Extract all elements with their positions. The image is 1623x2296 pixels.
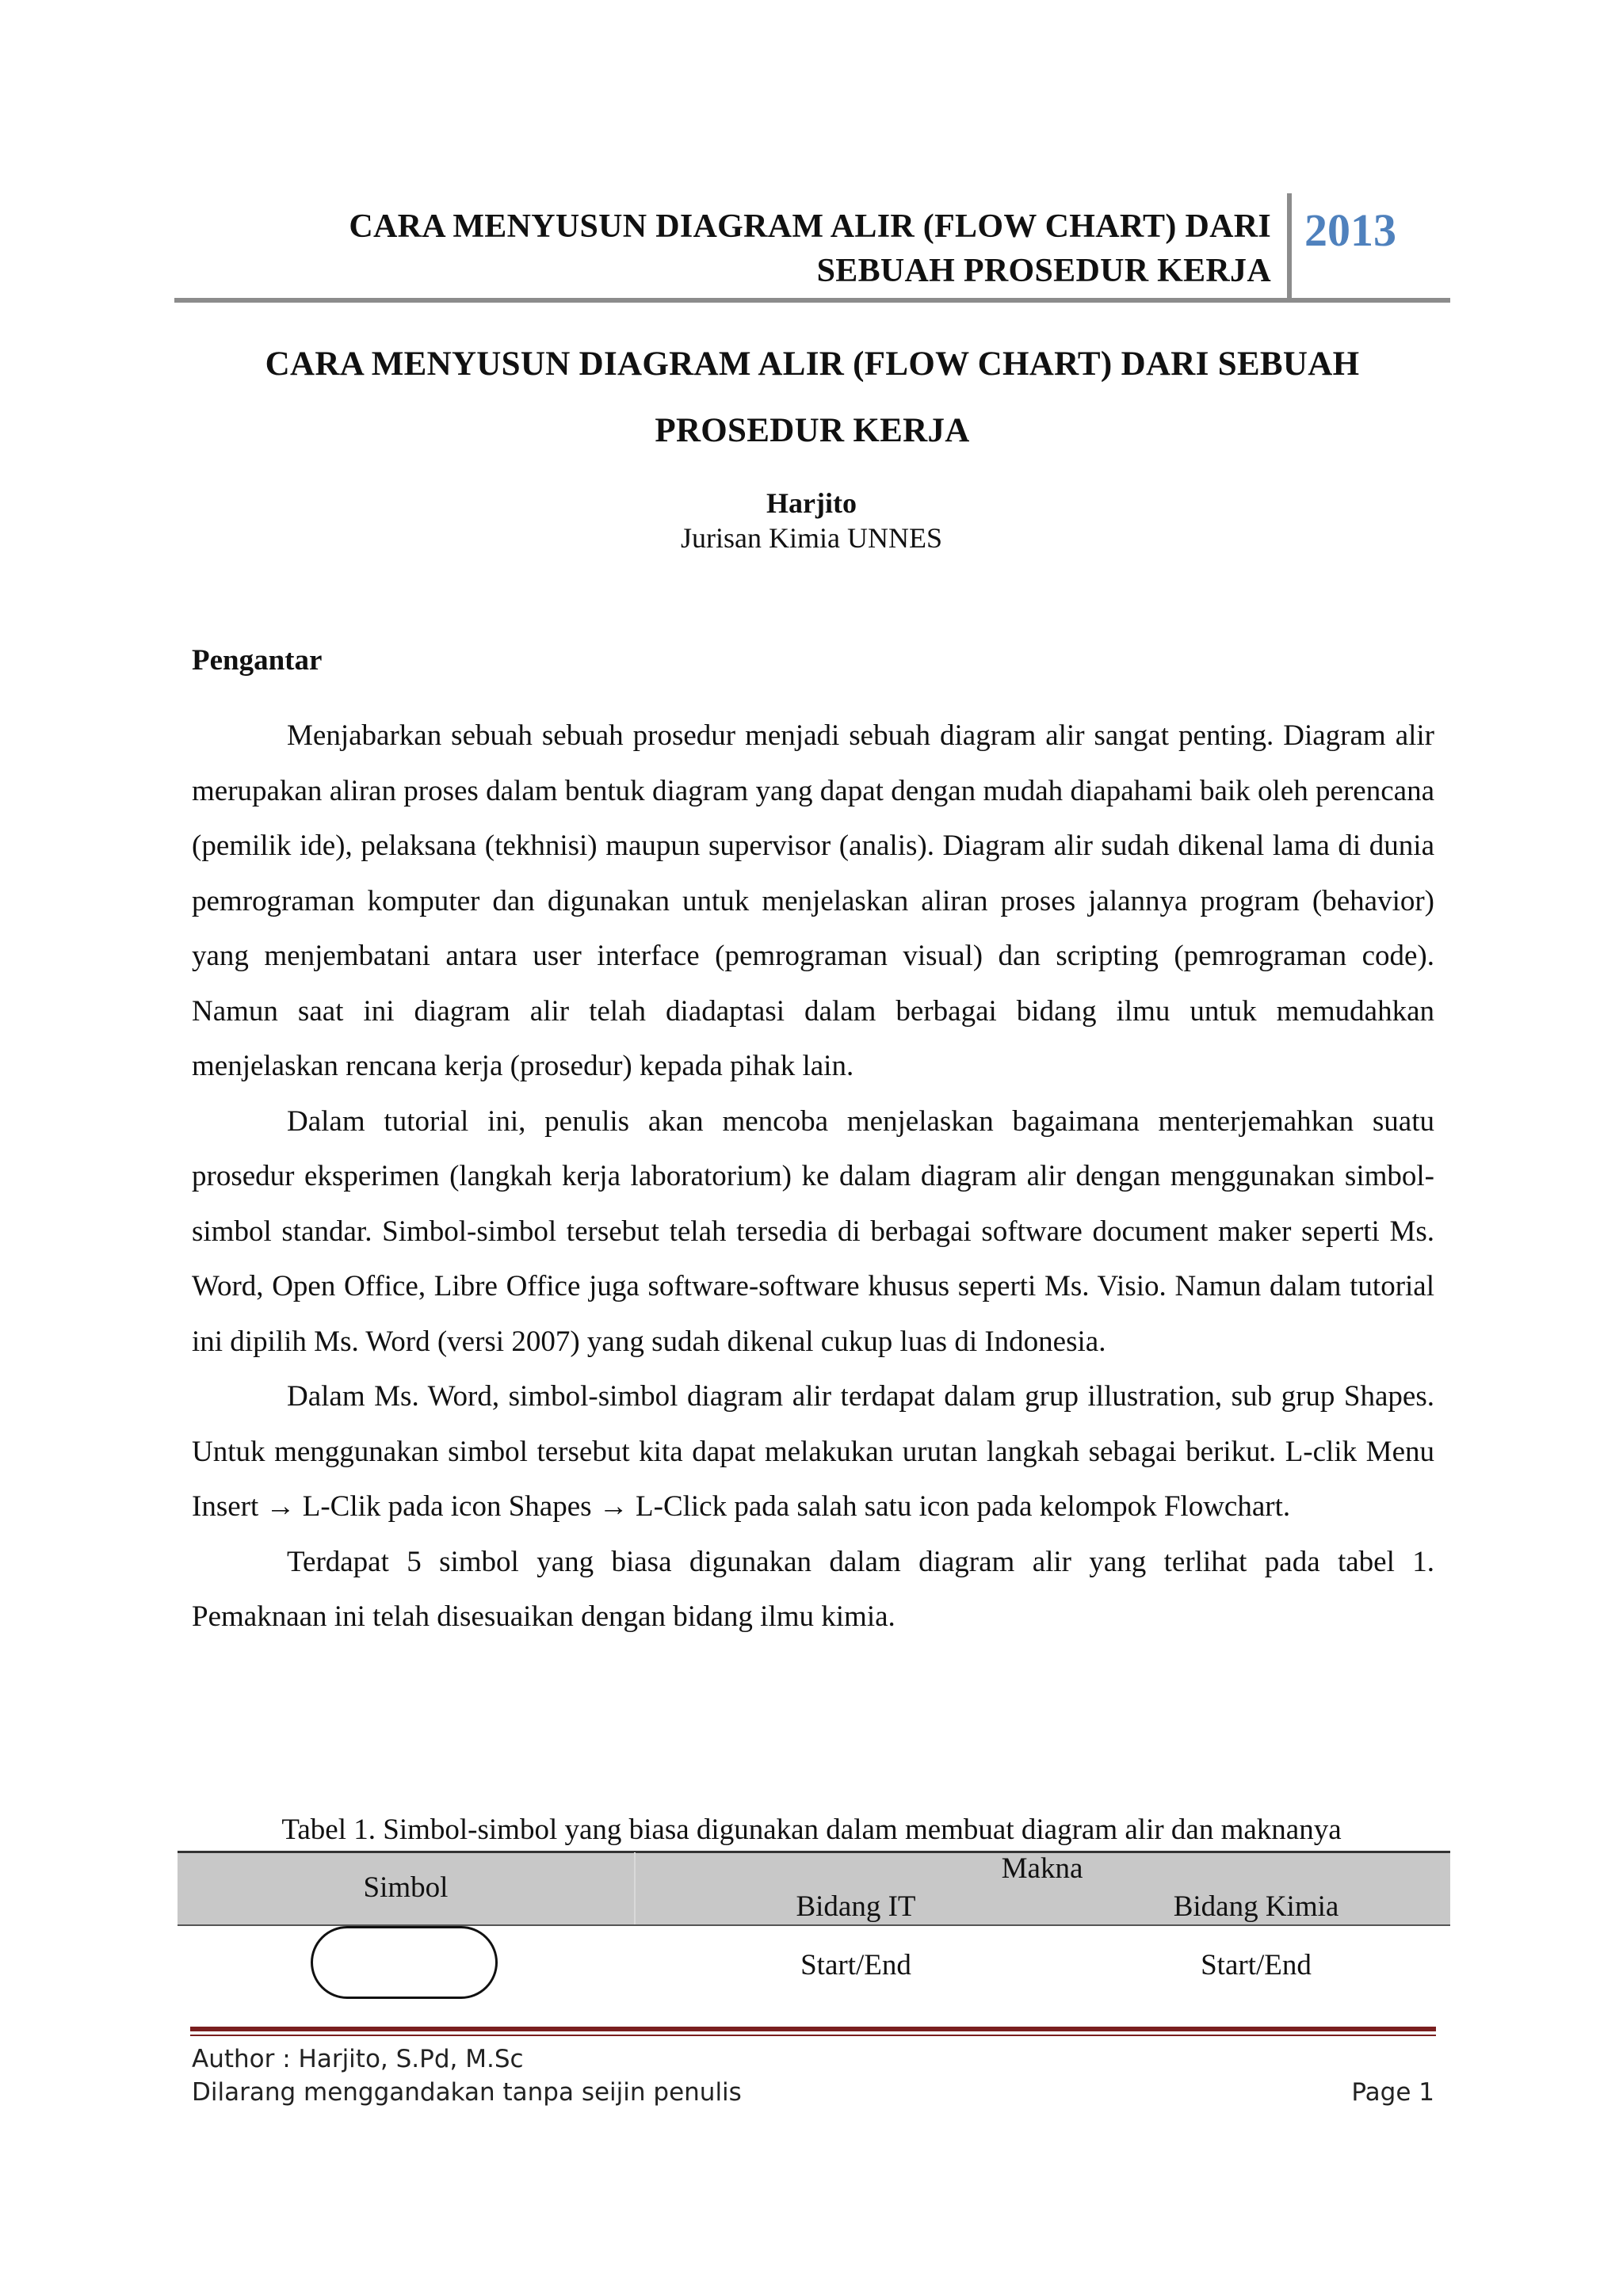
running-header-line-2: SEBUAH PROSEDUR KERJA bbox=[816, 253, 1271, 289]
table-caption: Tabel 1. Simbol-simbol yang biasa digunakan dalam membuat diagram alir dan maknanya bbox=[281, 1814, 1342, 1846]
document-title bbox=[190, 331, 1434, 464]
table-cell-kimia: Start/End bbox=[1201, 1949, 1312, 1981]
document-title-line-1: CARA MENYUSUN DIAGRAM ALIR (FLOW CHART) DARI SEBUAH bbox=[265, 345, 1360, 383]
header-vertical-divider bbox=[1287, 193, 1292, 303]
paragraph: Dalam Ms. Word, simbol-simbol diagram alir terdapat dalam grup illustration, sub grup Shapes. Untuk menggunakan simbol tersebut kita dapat melakukan urutan langkah sebagai berikut. L-clik Menu Insert → L-Clik pada icon Shapes → L-Click pada salah satu icon pada kelompok Flowchart. bbox=[192, 1380, 1434, 1523]
paragraph: Dalam tutorial ini, penulis akan mencoba menjelaskan bagaimana menterjemahkan suatu prosedur eksperimen (langkah kerja laboratorium) ke dalam diagram alir dengan menggunakan simbol-simbol standar. Simbol-simbol tersebut telah tersedia di berbagai software document maker seperti Ms. Word, Open Office, Libre Office juga software-software khusus seperti Ms. Visio. Namun dalam tutorial ini dipilih Ms. Word (versi 2007) yang sudah dikenal cukup luas di Indonesia. bbox=[192, 1104, 1434, 1358]
column-header-makna: Makna bbox=[1001, 1852, 1083, 1885]
author-affiliation: Jurisan Kimia UNNES bbox=[681, 522, 942, 554]
footer-rule-thick bbox=[190, 2027, 1436, 2031]
header-rule bbox=[174, 298, 1450, 303]
table-cell-it: Start/End bbox=[800, 1949, 911, 1981]
column-header-simbol: Simbol bbox=[363, 1871, 449, 1904]
document-title-line-2: PROSEDUR KERJA bbox=[655, 412, 970, 449]
page-number: Page 1 bbox=[1351, 2078, 1434, 2107]
section-heading: Pengantar bbox=[192, 644, 323, 677]
terminator-symbol-icon bbox=[311, 1926, 498, 1999]
paragraph: Menjabarkan sebuah sebuah prosedur menjadi sebuah diagram alir sangat penting. Diagram alir merupakan aliran proses dalam bentuk diagram yang dapat dengan mudah diapahami baik oleh perencana (pemilik ide), pelaksana (tekhnisi) maupun supervisor (analis). Diagram alir sudah dikenal lama di dunia pemrograman komputer dan digunakan untuk menjelaskan aliran proses jalannya program (behavior) yang menjembatani antara user interface (pemrograman visual) dan scripting (pemrograman code). Namun saat ini diagram alir telah diadaptasi dalam berbagai bidang ilmu untuk memudahkan menjelaskan rencana kerja (prosedur) kepada pihak lain. bbox=[192, 719, 1434, 1082]
body-text bbox=[192, 708, 1434, 1645]
column-header-bidang-it: Bidang IT bbox=[796, 1890, 916, 1923]
author-name: Harjito bbox=[766, 487, 857, 519]
running-header-title bbox=[174, 204, 1271, 293]
paragraph: Terdapat 5 simbol yang biasa digunakan dalam diagram alir yang terlihat pada tabel 1. Pemaknaan ini telah disesuaikan dengan bidang ilmu kimia. bbox=[192, 1545, 1434, 1633]
header-year: 2013 bbox=[1304, 204, 1396, 256]
footer-copyright-notice: Dilarang menggandakan tanpa seijin penulis bbox=[192, 2078, 742, 2107]
column-header-bidang-kimia: Bidang Kimia bbox=[1173, 1890, 1339, 1923]
footer-rule-thin bbox=[190, 2035, 1436, 2036]
footer-author: Author : Harjito, S.Pd, M.Sc bbox=[192, 2045, 524, 2073]
running-header-line-1: CARA MENYUSUN DIAGRAM ALIR (FLOW CHART) DARI bbox=[349, 208, 1271, 245]
